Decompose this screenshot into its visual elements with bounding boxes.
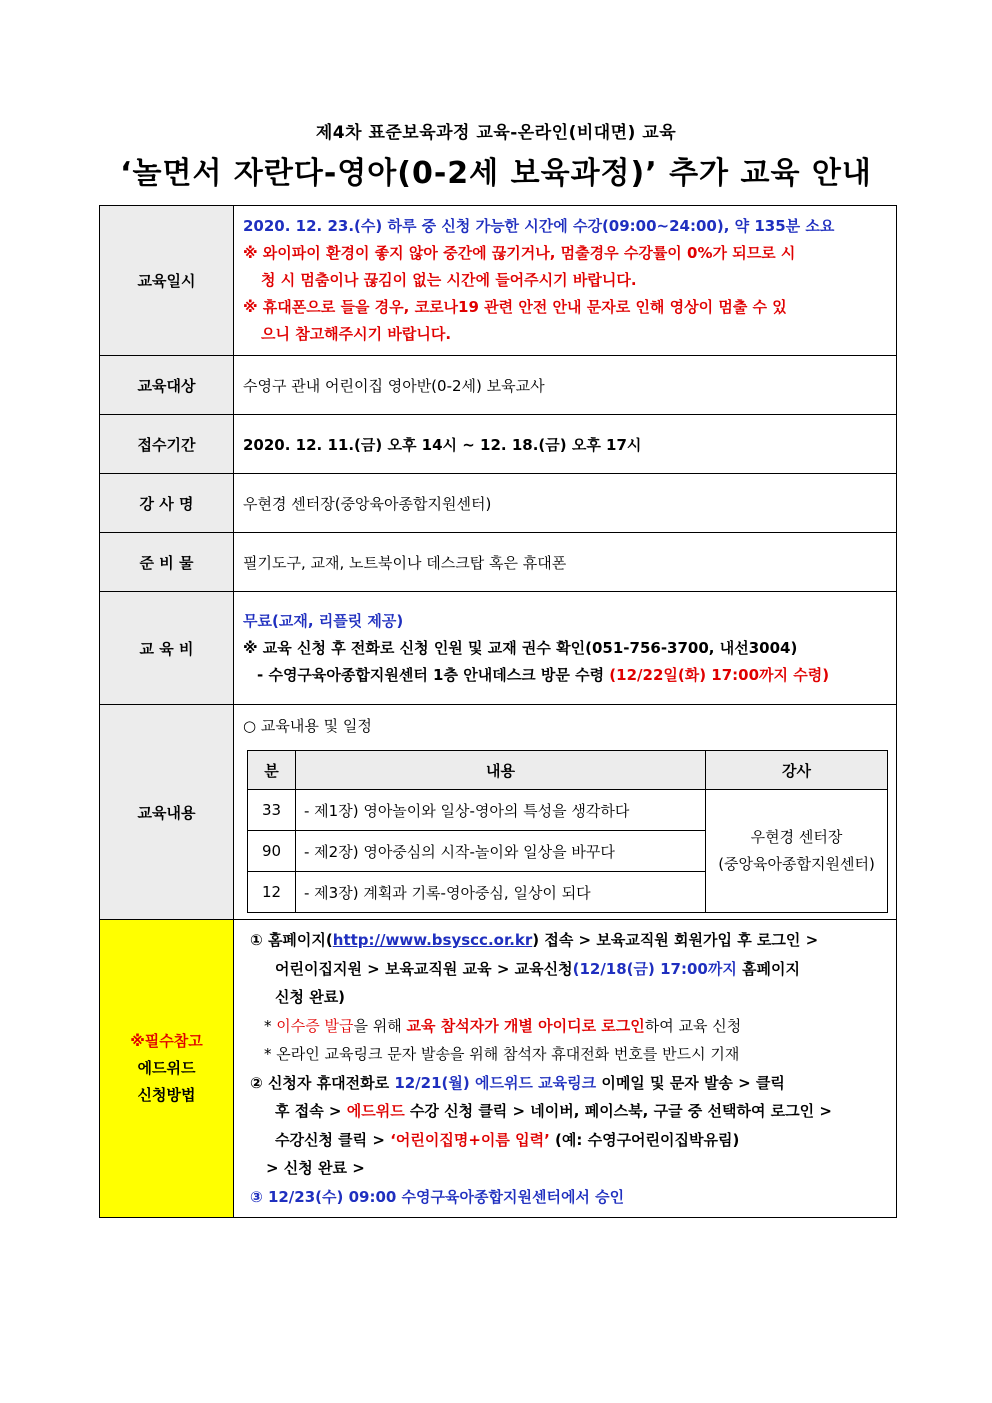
- step2-number: ②: [250, 1073, 263, 1092]
- fee-pickup: [243, 662, 887, 689]
- apply-label-3: 신청방법: [137, 1086, 196, 1104]
- instructor-line2: (중앙육아종합지원센터): [718, 855, 875, 873]
- schedule-note2a: ※ 휴대폰으로 들을 경우, 코로나19 관련 안전 안내 문자로 인해 영상이 멈출 수 있: [243, 298, 787, 316]
- step3-number: ③: [250, 1187, 263, 1206]
- row-period: [100, 415, 897, 474]
- row-lecturer: [100, 474, 897, 533]
- note1: [250, 1012, 888, 1041]
- label-apply: [100, 920, 234, 1218]
- label-target: 교육대상: [100, 356, 234, 415]
- instructor-cell: [706, 790, 888, 913]
- row-fee: [100, 592, 897, 705]
- value-period: 2020. 12. 11.(금) 오후 14시 ~ 12. 18.(금) 오후 17시: [234, 415, 897, 474]
- fee-pickup-deadline: (12/22일(화) 17:00까지 수령): [609, 665, 830, 684]
- header-instructor: 강사: [706, 751, 888, 790]
- schedule-table-header: [248, 751, 888, 790]
- step1-number: ①: [250, 931, 263, 949]
- note1-red2: 교육 참석자가 개별 아이디로 로그인: [406, 1016, 645, 1035]
- row-min: 33: [248, 790, 296, 831]
- step2-blue: 12/21(월) 에드위드 교육링크: [394, 1073, 597, 1092]
- instructor-line1: 우현경 센터장: [750, 828, 843, 846]
- content-intro: ○ 교육내용 및 일정: [243, 717, 372, 735]
- schedule-note1a: ※ 와이파이 환경이 좋지 않아 중간에 끊기거나, 멈출경우 수강률이 0%가 되므로 시: [243, 244, 796, 262]
- row-schedule: [100, 206, 897, 356]
- label-fee: 교 육 비: [100, 592, 234, 705]
- value-apply: [234, 920, 897, 1218]
- header-content: 내용: [296, 751, 706, 790]
- row-text: - 제3장) 계획과 기록-영아중심, 일상이 되다: [296, 872, 706, 913]
- note1-red1: 이수증 발급: [276, 1016, 354, 1035]
- row-apply: [100, 920, 897, 1218]
- step2-red2: ‘어린이집명+이름 입력’: [390, 1130, 550, 1149]
- document-title: ‘놀면서 자란다-영아(0-2세 보육과정)’ 추가 교육 안내: [120, 156, 872, 191]
- label-content: 교육내용: [100, 705, 234, 920]
- note1-b: 을 위해: [353, 1016, 407, 1035]
- label-schedule: 교육일시: [100, 206, 234, 356]
- schedule-table: [247, 750, 888, 913]
- value-fee: [234, 592, 897, 705]
- step2-text-f: (예: 수영구어린이집박유림): [549, 1130, 740, 1149]
- label-period: 접수기간: [100, 415, 234, 474]
- value-schedule: [234, 206, 897, 356]
- step2-text-d: 수강 신청 클릭 > 네이버, 페이스북, 구글 중 선택하여 로그인 >: [404, 1102, 832, 1120]
- value-lecturer: 우현경 센터장(중앙육아종합지원센터): [234, 474, 897, 533]
- step2-red: 에드위드: [346, 1102, 405, 1120]
- schedule-note2b: 으니 참고해주시기 바랍니다.: [261, 325, 452, 343]
- label-materials: 준 비 물: [100, 533, 234, 592]
- info-table: [99, 205, 897, 1218]
- step2-text-b: 이메일 및 문자 발송 > 클릭: [596, 1073, 785, 1092]
- step1-text-a: 홈페이지(: [267, 931, 333, 949]
- schedule-main: 2020. 12. 23.(수) 하루 중 신청 가능한 시간에 수강(09:00~24:00), 약 135분 소요: [243, 217, 835, 235]
- step2-text-c: 후 접속 >: [275, 1102, 347, 1120]
- row-text: - 제1장) 영아놀이와 일상-영아의 특성을 생각하다: [296, 790, 706, 831]
- step1-line1: [250, 926, 888, 955]
- fee-note: ※ 교육 신청 후 전화로 신청 인원 및 교재 권수 확인(051-756-3700, 내선3004): [243, 638, 798, 657]
- apply-label-1: ※필수참고: [130, 1032, 203, 1050]
- step1-text-d: 홈페이지: [736, 959, 801, 978]
- step2-text-a: 신청자 휴대전화로: [267, 1073, 395, 1092]
- row-materials: [100, 533, 897, 592]
- fee-free: 무료(교재, 리플릿 제공): [243, 611, 404, 630]
- step2-line3: [250, 1126, 888, 1155]
- row-min: 12: [248, 872, 296, 913]
- schedule-note1b: 청 시 멈춤이나 끊김이 없는 시간에 들어주시기 바랍니다.: [261, 271, 637, 289]
- step1-text-b: ) 접속 > 보육교직원 회원가입 후 로그인 >: [532, 931, 819, 949]
- step1-date: (12/18(금) 17:00까지: [572, 959, 737, 978]
- value-target: 수영구 관내 어린이집 영아반(0-2세) 보육교사: [234, 356, 897, 415]
- step3-line: [250, 1183, 888, 1212]
- note2: * 온라인 교육링크 문자 발송을 위해 참석자 휴대전화 번호를 반드시 기재: [264, 1045, 740, 1063]
- fee-pickup-prefix: - 수영구육아종합지원센터 1층 안내데스크 방문 수령: [257, 665, 610, 684]
- row-text: - 제2장) 영아중심의 시작-놀이와 일상을 바꾸다: [296, 831, 706, 872]
- header-min: 분: [248, 751, 296, 790]
- row-content: [100, 705, 897, 920]
- note1-c: 하여 교육 신청: [644, 1016, 742, 1035]
- label-lecturer: 강 사 명: [100, 474, 234, 533]
- step1-line3: 신청 완료): [275, 988, 346, 1006]
- step3-text: 12/23(수) 09:00 수영구육아종합지원센터에서 승인: [267, 1187, 625, 1206]
- step2-line2: [250, 1097, 888, 1126]
- step1-text-c: 어린이집지원 > 보육교직원 교육 > 교육신청: [275, 959, 573, 978]
- step2-line1: [250, 1069, 888, 1098]
- row-target: [100, 356, 897, 415]
- apply-label-2: 에드위드: [137, 1059, 196, 1077]
- step2-text-e: 수강신청 클릭 >: [275, 1130, 391, 1149]
- value-content: [234, 705, 897, 920]
- homepage-link[interactable]: http://www.bsyscc.or.kr: [332, 931, 533, 949]
- row-min: 90: [248, 831, 296, 872]
- value-materials: 필기도구, 교재, 노트북이나 데스크탑 혹은 휴대폰: [234, 533, 897, 592]
- note1-a: *: [264, 1016, 277, 1035]
- step1-line2: [250, 955, 888, 984]
- step2-line4: > 신청 완료 >: [266, 1159, 365, 1177]
- document-subtitle: 제4차 표준보육과정 교육-온라인(비대면) 교육: [315, 123, 677, 143]
- table-row: [248, 790, 888, 831]
